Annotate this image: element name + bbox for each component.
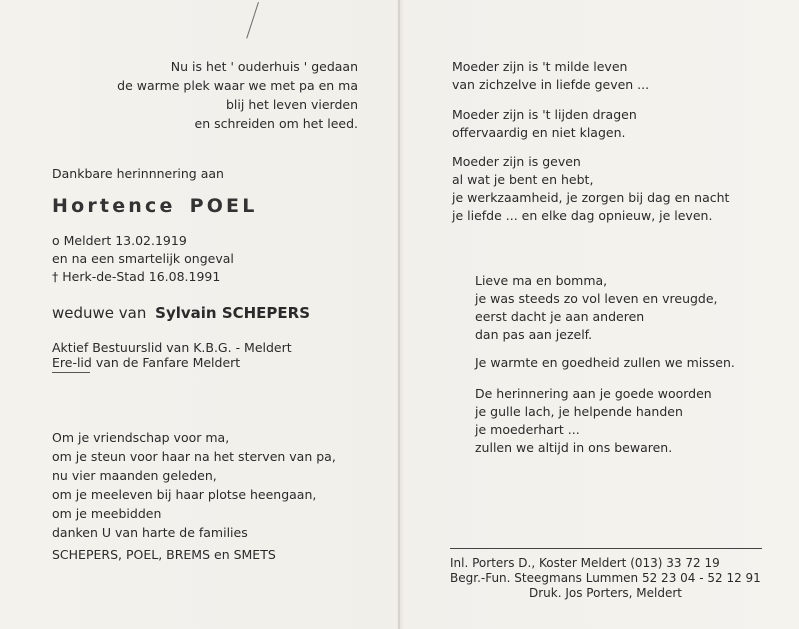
thanks-line: Om je vriendschap voor ma, (52, 430, 230, 445)
poem-right-line: Je warmte en goedheid zullen we missen. (475, 355, 735, 370)
poem-right-line: al wat je bent en hebt, (452, 172, 594, 187)
poem-right-line: van zichzelve in liefde geven ... (452, 77, 650, 92)
intro-text: Dankbare herinnnering aan (52, 166, 224, 181)
widow-line (52, 304, 310, 322)
husband-name: Sylvain SCHEPERS (155, 304, 311, 322)
poem-right-line: Moeder zijn is 't milde leven (452, 59, 628, 74)
first-name: Hortence (52, 195, 176, 217)
poem-left-line: de warme plek waar we met pa en ma (117, 78, 358, 93)
thanks-line: om je steun voor haar na het sterven van pa, (52, 449, 336, 464)
deceased-name (52, 195, 258, 217)
poem-right-line: offervaardig en niet klagen. (452, 125, 626, 140)
last-name: POEL (189, 195, 258, 217)
poem-right-line: Moeder zijn is 't lijden dragen (452, 107, 637, 122)
poem-left-line: blij het leven vierden (226, 97, 358, 112)
poem-right-line: Lieve ma en bomma, (475, 273, 608, 288)
poem-right-line: eerst dacht je aan anderen (475, 309, 645, 324)
poem-right-line: je gulle lach, je helpende handen (475, 404, 683, 419)
thanks-line: nu vier maanden geleden, (52, 468, 217, 483)
imprint-line: Begr.-Fun. Steegmans Lummen 52 23 04 - 52 12 91 (450, 571, 761, 585)
date-line: en na een smartelijk ongeval (52, 251, 234, 266)
imprint-line: Inl. Porters D., Koster Meldert (013) 33 72 19 (450, 556, 720, 570)
poem-right-line: je werkzaamheid, je zorgen bij dag en nacht (452, 190, 730, 205)
date-line: o Meldert 13.02.1919 (52, 233, 187, 248)
thanks-line: om je meeleven bij haar plotse heengaan, (52, 487, 317, 502)
poem-left-line: en schreiden om het leed. (194, 116, 358, 131)
poem-right-line: zullen we altijd in ons bewaren. (475, 440, 673, 455)
thanks-line: om je meebidden (52, 506, 162, 521)
thanks-line: danken U van harte de families (52, 525, 248, 540)
widow-prefix: weduwe van (52, 304, 147, 322)
imprint-divider (450, 548, 762, 549)
pen-mark (246, 2, 259, 38)
role-line: Aktief Bestuurslid van K.B.G. - Meldert (52, 340, 292, 355)
divider (52, 372, 90, 373)
poem-left-line: Nu is het ' ouderhuis ' gedaan (170, 59, 358, 74)
families-line: SCHEPERS, POEL, BREMS en SMETS (52, 547, 276, 562)
poem-right-line: je liefde ... en elke dag opnieuw, je leven. (452, 208, 713, 223)
date-line: † Herk-de-Stad 16.08.1991 (52, 269, 221, 284)
center-fold (398, 0, 400, 629)
imprint-line: Druk. Jos Porters, Meldert (529, 586, 682, 600)
role-line: Ere-lid van de Fanfare Meldert (52, 355, 241, 370)
poem-right-line: je was steeds zo vol leven en vreugde, (475, 291, 718, 306)
poem-right-line: je moederhart ... (475, 422, 580, 437)
poem-right-line: De herinnering aan je goede woorden (475, 386, 712, 401)
poem-right-line: Moeder zijn is geven (452, 154, 581, 169)
poem-right-line: dan pas aan jezelf. (475, 327, 593, 342)
